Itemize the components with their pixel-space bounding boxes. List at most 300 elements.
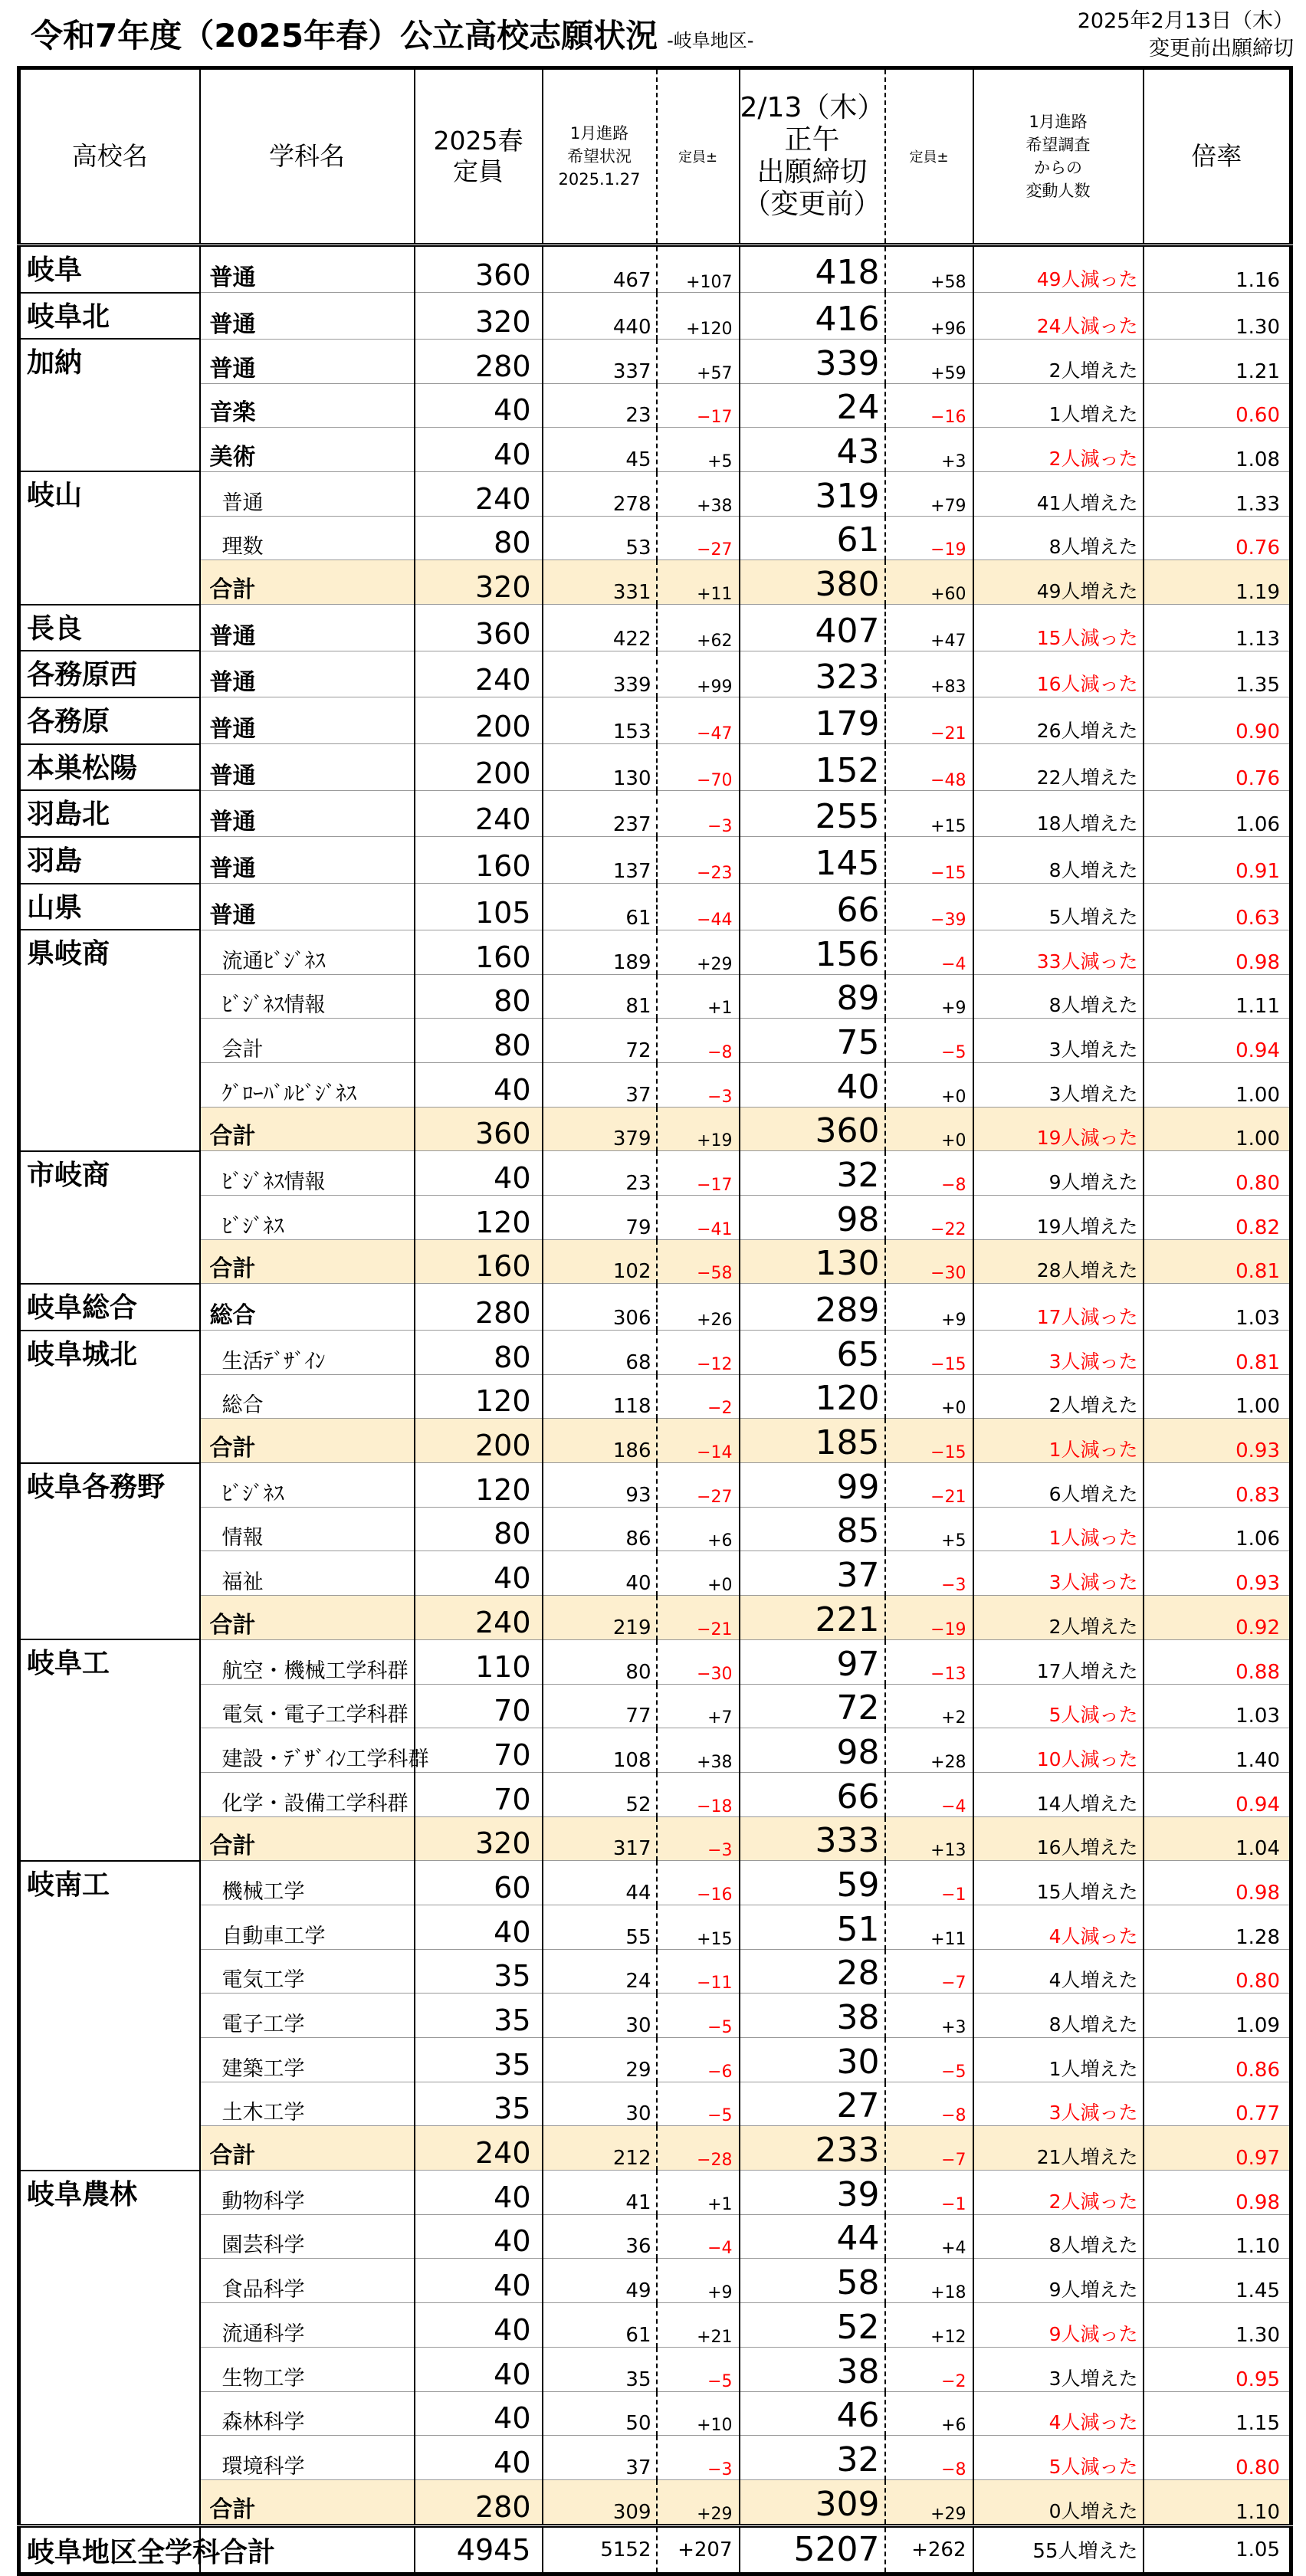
- cell-diff-2: +60: [885, 560, 973, 605]
- cell-diff-2: +9: [885, 1284, 973, 1331]
- school-total-row: [19, 1419, 1291, 1463]
- cell-february: 75: [740, 1019, 885, 1063]
- department-name: 普通: [200, 884, 415, 930]
- cell-january: 41: [543, 2171, 657, 2215]
- cell-ratio: 0.98: [1144, 2171, 1291, 2215]
- cell-diff-2: +0: [885, 1374, 973, 1419]
- cell-ratio: 0.98: [1144, 1861, 1291, 1905]
- cell-january: 37: [543, 1062, 657, 1107]
- cell-change: 49人増えた: [973, 560, 1144, 605]
- cell-january: 36: [543, 2214, 657, 2259]
- cell-diff-2: +11: [885, 1905, 973, 1949]
- cell-capacity: 200: [415, 1419, 543, 1463]
- cell-change: 9人増えた: [973, 1151, 1144, 1196]
- cell-february: 99: [740, 1463, 885, 1508]
- cell-change: 18人増えた: [973, 790, 1144, 837]
- cell-february: 152: [740, 744, 885, 791]
- cell-diff-2: −13: [885, 1639, 973, 1684]
- department-name: 森林科学: [200, 2391, 415, 2436]
- school-name: 加納: [19, 339, 200, 471]
- cell-february: 319: [740, 471, 885, 516]
- department-name: 流通ﾋﾞｼﾞﾈｽ: [200, 930, 415, 974]
- cell-change: 2人減った: [973, 2171, 1144, 2215]
- cell-capacity: 120: [415, 1374, 543, 1419]
- grand-total-label: 岐阜地区全学科合計: [19, 2525, 200, 2574]
- department-name: 電気・電子工学科群: [200, 1684, 415, 1728]
- cell-diff-1: +10: [657, 2391, 740, 2436]
- cell-change: 19人減った: [973, 1107, 1144, 1151]
- cell-ratio: 0.88: [1144, 1639, 1291, 1684]
- department-name: 合計: [200, 560, 415, 605]
- cell-february: 37: [740, 1551, 885, 1596]
- department-name: 電子工学: [200, 1994, 415, 2038]
- cell-capacity: 280: [415, 339, 543, 383]
- school-total-row: [19, 1107, 1291, 1151]
- school-total-row: [19, 1239, 1291, 1284]
- table-row: [19, 2038, 1291, 2082]
- cell-capacity: 105: [415, 884, 543, 930]
- table-row: [19, 651, 1291, 697]
- cell-change: 1人減った: [973, 1507, 1144, 1551]
- cell-diff-1: +29: [657, 2479, 740, 2525]
- cell-february: 65: [740, 1331, 885, 1375]
- cell-ratio: 1.00: [1144, 1374, 1291, 1419]
- department-name: ｸﾞﾛｰﾊﾞﾙﾋﾞｼﾞﾈｽ: [200, 1062, 415, 1107]
- cell-diff-2: −30: [885, 1239, 973, 1284]
- cell-february: 179: [740, 697, 885, 744]
- department-name: 電気工学: [200, 1949, 415, 1994]
- school-name: 岐阜北: [19, 293, 200, 340]
- cell-capacity: 320: [415, 1816, 543, 1861]
- department-name: 食品科学: [200, 2259, 415, 2303]
- department-name: 普通: [200, 790, 415, 837]
- cell-january: 23: [543, 1151, 657, 1196]
- cell-diff-1: −27: [657, 1463, 740, 1508]
- cell-diff-1: +15: [657, 1905, 740, 1949]
- cell-capacity: 40: [415, 2303, 543, 2348]
- cell-change: 8人増えた: [973, 974, 1144, 1019]
- cell-february: 58: [740, 2259, 885, 2303]
- cell-diff-2: +2: [885, 1684, 973, 1728]
- cell-change: 9人増えた: [973, 2259, 1144, 2303]
- cell-january: 77: [543, 1684, 657, 1728]
- cell-january: 422: [543, 605, 657, 651]
- cell-capacity: 160: [415, 930, 543, 974]
- cell-january: 93: [543, 1463, 657, 1508]
- cell-ratio: 0.82: [1144, 1195, 1291, 1239]
- department-name: 普通: [200, 651, 415, 697]
- cell-diff-1: −58: [657, 1239, 740, 1284]
- cell-january: 72: [543, 1019, 657, 1063]
- table-row: [19, 697, 1291, 744]
- cell-ratio: 1.04: [1144, 1816, 1291, 1861]
- cell-diff-1: −6: [657, 2038, 740, 2082]
- cell-change: 41人増えた: [973, 471, 1144, 516]
- header-change: 1月進路 希望調査 からの 変動人数: [973, 68, 1144, 245]
- cell-february: 185: [740, 1419, 885, 1463]
- cell-diff-1: +107: [657, 245, 740, 293]
- cell-capacity: 240: [415, 471, 543, 516]
- cell-february: 72: [740, 1684, 885, 1728]
- table-row: [19, 1151, 1291, 1196]
- cell-january: 108: [543, 1728, 657, 1773]
- cell-capacity: 200: [415, 744, 543, 791]
- cell-ratio: 0.60: [1144, 383, 1291, 428]
- cell-diff-2: +4: [885, 2214, 973, 2259]
- cell-change: 5人増えた: [973, 884, 1144, 930]
- cell-change: 1人減った: [973, 1419, 1144, 1463]
- cell-diff-1: −4: [657, 2214, 740, 2259]
- cell-february: 32: [740, 2436, 885, 2480]
- cell-diff-1: −28: [657, 2126, 740, 2171]
- cell-ratio: 1.16: [1144, 245, 1291, 293]
- department-name: ﾋﾞｼﾞﾈｽ: [200, 1463, 415, 1508]
- table-row: [19, 790, 1291, 837]
- cell-ratio: 0.98: [1144, 930, 1291, 974]
- cell-change: 15人減った: [973, 605, 1144, 651]
- cell-january: 37: [543, 2436, 657, 2480]
- cell-ratio: 1.10: [1144, 2214, 1291, 2259]
- department-name: 自動車工学: [200, 1905, 415, 1949]
- cell-diff-1: +5: [657, 428, 740, 472]
- cell-january: 337: [543, 339, 657, 383]
- cell-february: 59: [740, 1861, 885, 1905]
- cell-february: 43: [740, 428, 885, 472]
- cell-capacity: 240: [415, 790, 543, 837]
- cell-change: 8人増えた: [973, 516, 1144, 560]
- cell-diff-2: −8: [885, 2082, 973, 2126]
- cell-january: 86: [543, 1507, 657, 1551]
- cell-diff-2: +3: [885, 1994, 973, 2038]
- department-name: 合計: [200, 1107, 415, 1151]
- cell-ratio: 0.94: [1144, 1772, 1291, 1816]
- department-name: 普通: [200, 744, 415, 791]
- school-name: 本巣松陽: [19, 744, 200, 791]
- cell-january: 52: [543, 1772, 657, 1816]
- cell-february: 289: [740, 1284, 885, 1331]
- cell-diff-1: +29: [657, 930, 740, 974]
- cell-january: 130: [543, 744, 657, 791]
- cell-january: 50: [543, 2391, 657, 2436]
- cell-capacity: 200: [415, 697, 543, 744]
- cell-february: 32: [740, 1151, 885, 1196]
- cell-capacity: 40: [415, 1551, 543, 1596]
- header-row: [19, 68, 1291, 245]
- cell-january: 102: [543, 1239, 657, 1284]
- cell-capacity: 40: [415, 2391, 543, 2436]
- cell-diff-2: +9: [885, 974, 973, 1019]
- cell-january: 309: [543, 2479, 657, 2525]
- cell-change: 9人減った: [973, 2303, 1144, 2348]
- department-name: 普通: [200, 245, 415, 293]
- cell-diff-2: −48: [885, 744, 973, 791]
- cell-february: 333: [740, 1816, 885, 1861]
- cell-ratio: 0.77: [1144, 2082, 1291, 2126]
- school-name: 羽島: [19, 837, 200, 884]
- header-dept: 学科名: [200, 68, 415, 245]
- cell-january: 186: [543, 1419, 657, 1463]
- cell-ratio: 1.09: [1144, 1994, 1291, 2038]
- cell-diff-2: +0: [885, 1062, 973, 1107]
- cell-ratio: 1.45: [1144, 2259, 1291, 2303]
- cell-february: 51: [740, 1905, 885, 1949]
- cell-february: 309: [740, 2479, 885, 2525]
- cell-ratio: 0.81: [1144, 1239, 1291, 1284]
- cell-january: 61: [543, 884, 657, 930]
- cell-january: 30: [543, 2082, 657, 2126]
- cell-change: 8人増えた: [973, 2214, 1144, 2259]
- cell-february: 380: [740, 560, 885, 605]
- cell-diff-2: +15: [885, 790, 973, 837]
- grand-total-ratio: 1.05: [1144, 2525, 1291, 2574]
- cell-diff-2: −5: [885, 2038, 973, 2082]
- cell-ratio: 0.80: [1144, 1949, 1291, 1994]
- table-row: [19, 2259, 1291, 2303]
- cell-january: 68: [543, 1331, 657, 1375]
- cell-diff-1: +120: [657, 293, 740, 340]
- cell-diff-2: +5: [885, 1507, 973, 1551]
- table-row: [19, 2214, 1291, 2259]
- header-school: 高校名: [19, 68, 200, 245]
- cell-diff-1: −23: [657, 837, 740, 884]
- cell-capacity: 35: [415, 1994, 543, 2038]
- cell-capacity: 110: [415, 1639, 543, 1684]
- cell-change: 2人増えた: [973, 339, 1144, 383]
- table-row: [19, 1861, 1291, 1905]
- cell-january: 24: [543, 1949, 657, 1994]
- grand-total-diff-1: +207: [657, 2525, 740, 2574]
- cell-ratio: 1.06: [1144, 1507, 1291, 1551]
- cell-diff-1: −27: [657, 516, 740, 560]
- cell-ratio: 0.83: [1144, 1463, 1291, 1508]
- header-diff-2: 定員±: [885, 68, 973, 245]
- cell-capacity: 40: [415, 2347, 543, 2391]
- application-table: [17, 66, 1293, 2576]
- table-row: [19, 1994, 1291, 2038]
- cell-ratio: 1.30: [1144, 293, 1291, 340]
- department-name: 普通: [200, 471, 415, 516]
- cell-january: 23: [543, 383, 657, 428]
- cell-capacity: 280: [415, 1284, 543, 1331]
- department-name: 会計: [200, 1019, 415, 1063]
- cell-capacity: 240: [415, 651, 543, 697]
- cell-ratio: 0.93: [1144, 1419, 1291, 1463]
- cell-february: 38: [740, 1994, 885, 2038]
- cell-ratio: 0.90: [1144, 697, 1291, 744]
- cell-change: 5人減った: [973, 2436, 1144, 2480]
- cell-january: 80: [543, 1639, 657, 1684]
- cell-capacity: 35: [415, 1949, 543, 1994]
- cell-capacity: 320: [415, 293, 543, 340]
- department-name: 福祉: [200, 1551, 415, 1596]
- cell-ratio: 0.63: [1144, 884, 1291, 930]
- cell-diff-1: +57: [657, 339, 740, 383]
- cell-january: 40: [543, 1551, 657, 1596]
- header-capacity: 2025春 定員: [415, 68, 543, 245]
- cell-diff-1: +19: [657, 1107, 740, 1151]
- cell-diff-1: −17: [657, 1151, 740, 1196]
- cell-capacity: 70: [415, 1772, 543, 1816]
- school-name: 岐阜: [19, 245, 200, 293]
- cell-diff-2: −1: [885, 2171, 973, 2215]
- cell-capacity: 80: [415, 1331, 543, 1375]
- cell-ratio: 0.95: [1144, 2347, 1291, 2391]
- department-name: 合計: [200, 2126, 415, 2171]
- cell-diff-1: −2: [657, 1374, 740, 1419]
- cell-diff-2: −39: [885, 884, 973, 930]
- cell-diff-1: −70: [657, 744, 740, 791]
- cell-february: 416: [740, 293, 885, 340]
- cell-february: 98: [740, 1728, 885, 1773]
- cell-diff-1: +7: [657, 1684, 740, 1728]
- cell-february: 30: [740, 2038, 885, 2082]
- report-note: 変更前出願締切: [1149, 37, 1294, 61]
- cell-ratio: 1.19: [1144, 560, 1291, 605]
- cell-change: 6人増えた: [973, 1463, 1144, 1508]
- cell-change: 14人増えた: [973, 1772, 1144, 1816]
- cell-diff-2: +28: [885, 1728, 973, 1773]
- cell-january: 212: [543, 2126, 657, 2171]
- table-row: [19, 2347, 1291, 2391]
- cell-january: 237: [543, 790, 657, 837]
- cell-january: 55: [543, 1905, 657, 1949]
- cell-capacity: 160: [415, 1239, 543, 1284]
- cell-february: 130: [740, 1239, 885, 1284]
- cell-diff-2: −19: [885, 516, 973, 560]
- cell-diff-2: −1: [885, 1861, 973, 1905]
- cell-february: 339: [740, 339, 885, 383]
- cell-change: 28人増えた: [973, 1239, 1144, 1284]
- cell-february: 360: [740, 1107, 885, 1151]
- cell-ratio: 1.00: [1144, 1107, 1291, 1151]
- cell-january: 189: [543, 930, 657, 974]
- cell-diff-1: +21: [657, 2303, 740, 2348]
- cell-diff-2: −4: [885, 930, 973, 974]
- cell-ratio: 0.91: [1144, 837, 1291, 884]
- cell-capacity: 120: [415, 1195, 543, 1239]
- cell-diff-2: +79: [885, 471, 973, 516]
- cell-diff-1: −5: [657, 2082, 740, 2126]
- cell-ratio: 0.76: [1144, 516, 1291, 560]
- table-row: [19, 884, 1291, 930]
- cell-change: 16人減った: [973, 651, 1144, 697]
- cell-diff-2: −5: [885, 1019, 973, 1063]
- department-name: 生物工学: [200, 2347, 415, 2391]
- table-row: [19, 1019, 1291, 1063]
- header-february: 2/13（木） 正午 出願締切 （変更前）: [740, 68, 885, 245]
- cell-diff-2: +13: [885, 1816, 973, 1861]
- cell-diff-1: −11: [657, 1949, 740, 1994]
- cell-february: 28: [740, 1949, 885, 1994]
- cell-capacity: 80: [415, 974, 543, 1019]
- cell-february: 98: [740, 1195, 885, 1239]
- cell-january: 339: [543, 651, 657, 697]
- school-name: 各務原西: [19, 651, 200, 697]
- cell-diff-2: −4: [885, 1772, 973, 1816]
- cell-capacity: 40: [415, 2214, 543, 2259]
- header-ratio: 倍率: [1144, 68, 1291, 245]
- cell-january: 30: [543, 1994, 657, 2038]
- school-total-row: [19, 1596, 1291, 1640]
- cell-ratio: 0.81: [1144, 1331, 1291, 1375]
- cell-diff-2: +58: [885, 245, 973, 293]
- cell-diff-1: +62: [657, 605, 740, 651]
- cell-february: 418: [740, 245, 885, 293]
- table-row: [19, 339, 1291, 383]
- cell-february: 66: [740, 884, 885, 930]
- cell-capacity: 320: [415, 560, 543, 605]
- department-name: 流通科学: [200, 2303, 415, 2348]
- cell-ratio: 0.76: [1144, 744, 1291, 791]
- header-diff-1: 定員±: [657, 68, 740, 245]
- department-name: 普通: [200, 605, 415, 651]
- cell-diff-2: −21: [885, 1463, 973, 1508]
- cell-diff-1: −5: [657, 2347, 740, 2391]
- cell-diff-2: −22: [885, 1195, 973, 1239]
- grand-total-row: [19, 2525, 1291, 2574]
- department-name: 動物科学: [200, 2171, 415, 2215]
- cell-january: 118: [543, 1374, 657, 1419]
- cell-ratio: 0.92: [1144, 1596, 1291, 1640]
- cell-diff-2: +0: [885, 1107, 973, 1151]
- table-row: [19, 428, 1291, 472]
- table-row: [19, 1639, 1291, 1684]
- grand-total-january: 5152: [543, 2525, 657, 2574]
- cell-ratio: 1.03: [1144, 1684, 1291, 1728]
- cell-change: 17人増えた: [973, 1639, 1144, 1684]
- cell-change: 3人減った: [973, 1551, 1144, 1596]
- table-row: [19, 1905, 1291, 1949]
- cell-february: 89: [740, 974, 885, 1019]
- department-name: 情報: [200, 1507, 415, 1551]
- department-name: ﾋﾞｼﾞﾈｽ: [200, 1195, 415, 1239]
- cell-ratio: 0.80: [1144, 1151, 1291, 1196]
- school-name: 市岐商: [19, 1151, 200, 1284]
- cell-change: 33人減った: [973, 930, 1144, 974]
- cell-diff-1: +38: [657, 1728, 740, 1773]
- cell-diff-1: +11: [657, 560, 740, 605]
- cell-capacity: 280: [415, 2479, 543, 2525]
- cell-change: 16人増えた: [973, 1816, 1144, 1861]
- cell-change: 21人増えた: [973, 2126, 1144, 2171]
- cell-change: 26人増えた: [973, 697, 1144, 744]
- department-name: 合計: [200, 1239, 415, 1284]
- cell-diff-2: −3: [885, 1551, 973, 1596]
- cell-february: 61: [740, 516, 885, 560]
- cell-diff-2: −15: [885, 1419, 973, 1463]
- table-row: [19, 1284, 1291, 1331]
- cell-january: 331: [543, 560, 657, 605]
- table-row: [19, 1507, 1291, 1551]
- cell-ratio: 1.35: [1144, 651, 1291, 697]
- title-text: 令和7年度（2025年春）公立高校志願状況: [31, 17, 658, 54]
- cell-diff-1: −3: [657, 1816, 740, 1861]
- school-name: 岐阜農林: [19, 2171, 200, 2526]
- cell-diff-2: −15: [885, 1331, 973, 1375]
- cell-ratio: 1.15: [1144, 2391, 1291, 2436]
- grand-total-february: 5207: [740, 2525, 885, 2574]
- cell-diff-1: +99: [657, 651, 740, 697]
- cell-diff-2: +12: [885, 2303, 973, 2348]
- cell-ratio: 1.08: [1144, 428, 1291, 472]
- cell-january: 29: [543, 2038, 657, 2082]
- cell-capacity: 360: [415, 1107, 543, 1151]
- department-name: 普通: [200, 293, 415, 340]
- cell-capacity: 80: [415, 1019, 543, 1063]
- table-row: [19, 930, 1291, 974]
- cell-capacity: 40: [415, 428, 543, 472]
- table-row: [19, 1331, 1291, 1375]
